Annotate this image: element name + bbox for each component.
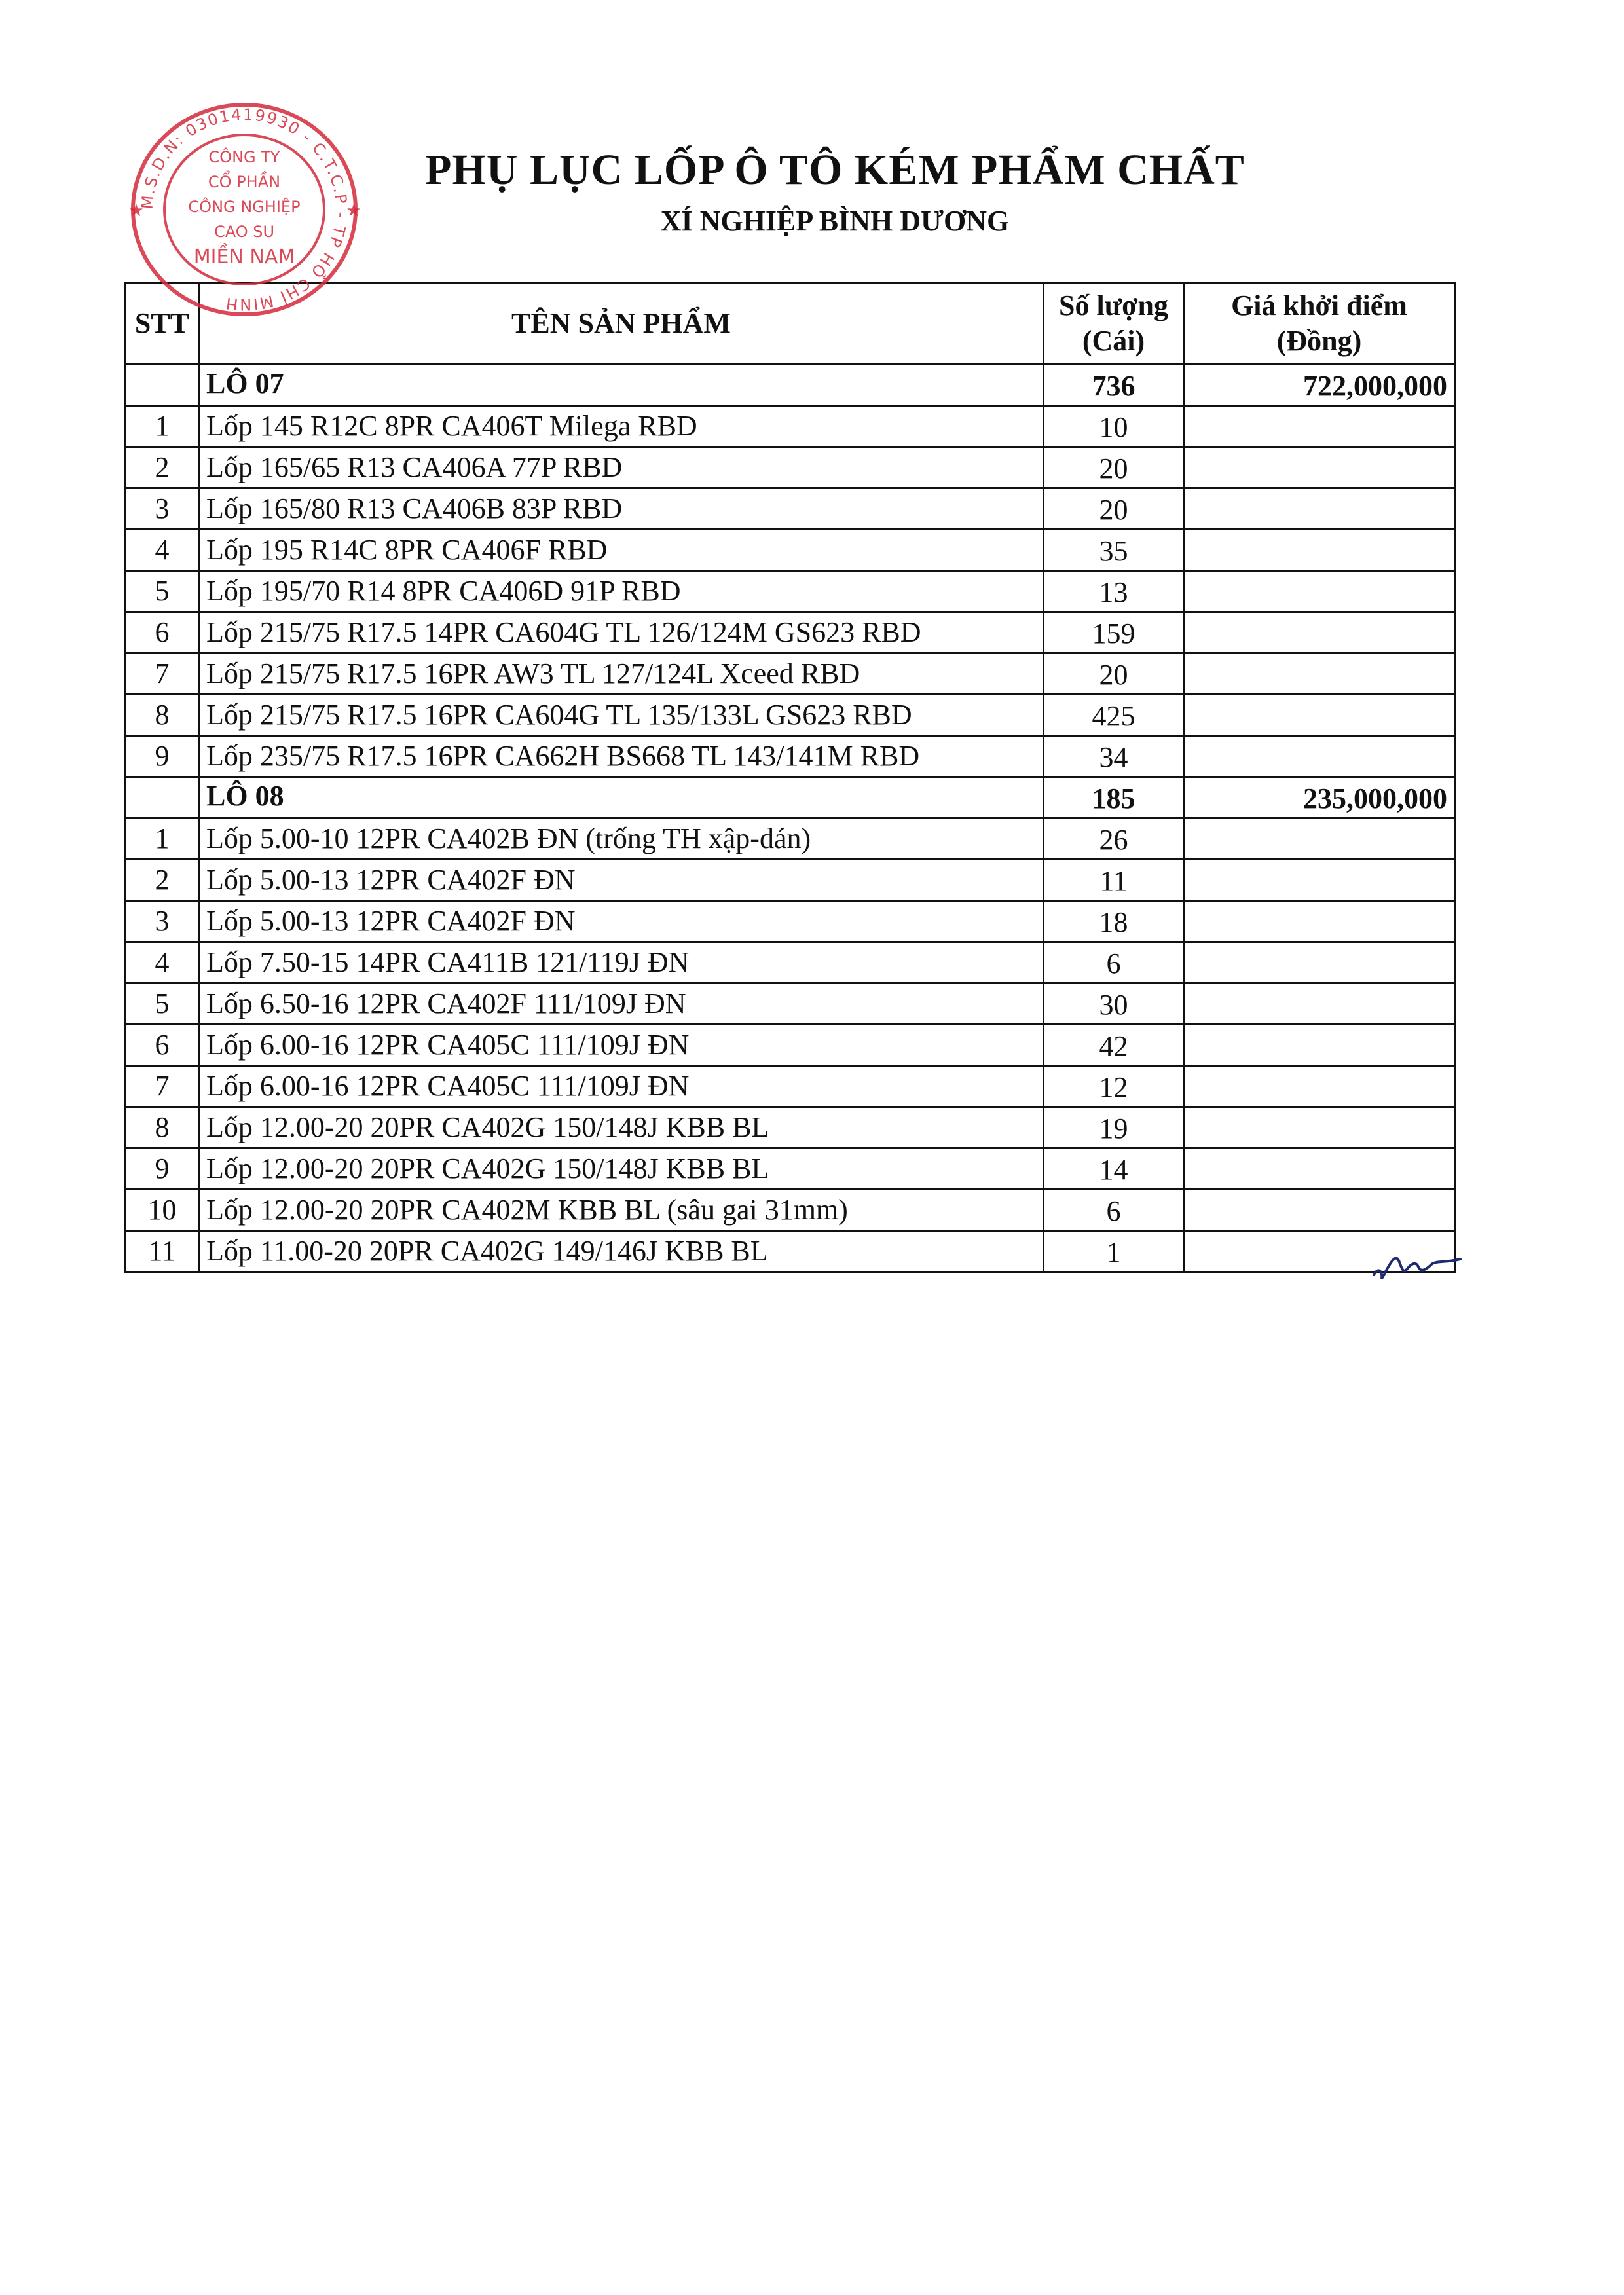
item-quantity: 18 xyxy=(1044,901,1184,942)
table-row xyxy=(126,1066,1455,1107)
item-product-name: Lốp 6.00-16 12PR CA405C 111/109J ĐN xyxy=(199,1025,1044,1066)
lot-row xyxy=(126,365,1455,406)
item-product-name: Lốp 5.00-13 12PR CA402F ĐN xyxy=(199,901,1044,942)
item-quantity: 6 xyxy=(1044,942,1184,983)
item-stt: 6 xyxy=(126,1025,199,1066)
item-quantity: 20 xyxy=(1044,488,1184,530)
table-row xyxy=(126,447,1455,488)
signature-mark xyxy=(1369,1241,1467,1287)
table-row xyxy=(126,942,1455,983)
item-stt: 2 xyxy=(126,860,199,901)
table-row xyxy=(126,818,1455,860)
seal-ring-text: M.S.D.N: 0301419930 - C.T.C.P - TP HỒ CHÍ MINH xyxy=(138,105,351,314)
item-stt: 10 xyxy=(126,1190,199,1231)
item-stt: 7 xyxy=(126,653,199,695)
seal-line-2: CỔ PHẦN xyxy=(208,173,281,191)
item-stt: 1 xyxy=(126,818,199,860)
table-row xyxy=(126,860,1455,901)
header-price xyxy=(1184,283,1455,365)
item-price-cell xyxy=(1184,901,1455,942)
item-product-name: Lốp 12.00-20 20PR CA402G 150/148J KBB BL xyxy=(199,1107,1044,1148)
item-price-cell xyxy=(1184,612,1455,653)
table-row xyxy=(126,1190,1455,1231)
product-table xyxy=(124,282,1456,1273)
lot-quantity: 185 xyxy=(1044,777,1184,818)
item-product-name: Lốp 12.00-20 20PR CA402M KBB BL (sâu gai 31mm) xyxy=(199,1190,1044,1231)
item-quantity: 20 xyxy=(1044,447,1184,488)
header-quantity-line2: (Cái) xyxy=(1082,325,1145,357)
item-quantity: 19 xyxy=(1044,1107,1184,1148)
item-stt: 8 xyxy=(126,1107,199,1148)
table-row xyxy=(126,1025,1455,1066)
item-product-name: Lốp 165/80 R13 CA406B 83P RBD xyxy=(199,488,1044,530)
lot-name: LÔ 07 xyxy=(199,365,1044,406)
item-stt: 2 xyxy=(126,447,199,488)
table-body xyxy=(126,365,1455,1272)
item-price-cell xyxy=(1184,695,1455,736)
lot-start-price: 722,000,000 xyxy=(1184,365,1455,406)
item-stt: 3 xyxy=(126,488,199,530)
item-quantity: 42 xyxy=(1044,1025,1184,1066)
table-row xyxy=(126,695,1455,736)
item-product-name: Lốp 215/75 R17.5 16PR CA604G TL 135/133L GS623 RBD xyxy=(199,695,1044,736)
item-quantity: 10 xyxy=(1044,406,1184,447)
item-quantity: 12 xyxy=(1044,1066,1184,1107)
company-seal xyxy=(117,85,398,347)
document-subtitle: XÍ NGHIỆP BÌNH DƯƠNG xyxy=(660,205,1010,237)
item-price-cell xyxy=(1184,653,1455,695)
item-stt: 9 xyxy=(126,1148,199,1190)
item-price-cell xyxy=(1184,736,1455,777)
table-row xyxy=(126,983,1455,1025)
header-price-line1: Giá khởi điểm xyxy=(1231,289,1407,321)
item-product-name: Lốp 5.00-10 12PR CA402B ĐN (trống TH xập-dán) xyxy=(199,818,1044,860)
item-price-cell xyxy=(1184,983,1455,1025)
item-price-cell xyxy=(1184,530,1455,571)
item-quantity: 14 xyxy=(1044,1148,1184,1190)
lot-name: LÔ 08 xyxy=(199,777,1044,818)
item-product-name: Lốp 5.00-13 12PR CA402F ĐN xyxy=(199,860,1044,901)
item-quantity: 30 xyxy=(1044,983,1184,1025)
item-price-cell xyxy=(1184,447,1455,488)
item-stt: 5 xyxy=(126,571,199,612)
item-price-cell xyxy=(1184,406,1455,447)
item-stt: 8 xyxy=(126,695,199,736)
item-price-cell xyxy=(1184,571,1455,612)
item-product-name: Lốp 195 R14C 8PR CA406F RBD xyxy=(199,530,1044,571)
seal-line-4: CAO SU xyxy=(213,223,275,241)
item-price-cell xyxy=(1184,1107,1455,1148)
table-row xyxy=(126,612,1455,653)
table-row xyxy=(126,571,1455,612)
lot-stt-cell xyxy=(126,365,199,406)
item-quantity: 20 xyxy=(1044,653,1184,695)
item-product-name: Lốp 215/75 R17.5 16PR AW3 TL 127/124L Xceed RBD xyxy=(199,653,1044,695)
item-stt: 3 xyxy=(126,901,199,942)
lot-quantity: 736 xyxy=(1044,365,1184,406)
item-product-name: Lốp 6.50-16 12PR CA402F 111/109J ĐN xyxy=(199,983,1044,1025)
item-product-name: Lốp 11.00-20 20PR CA402G 149/146J KBB BL xyxy=(199,1231,1044,1272)
table-row xyxy=(126,406,1455,447)
item-stt: 4 xyxy=(126,530,199,571)
header-quantity-line1: Số lượng xyxy=(1059,289,1168,321)
item-stt: 6 xyxy=(126,612,199,653)
table-row xyxy=(126,653,1455,695)
item-price-cell xyxy=(1184,818,1455,860)
item-product-name: Lốp 235/75 R17.5 16PR CA662H BS668 TL 143/141M RBD xyxy=(199,736,1044,777)
header-product-name: TÊN SẢN PHẨM xyxy=(199,283,1044,365)
item-product-name: Lốp 7.50-15 14PR CA411B 121/119J ĐN xyxy=(199,942,1044,983)
item-quantity: 11 xyxy=(1044,860,1184,901)
item-quantity: 13 xyxy=(1044,571,1184,612)
header-price-line2: (Đồng) xyxy=(1276,325,1362,357)
item-quantity: 159 xyxy=(1044,612,1184,653)
lot-stt-cell xyxy=(126,777,199,818)
item-product-name: Lốp 6.00-16 12PR CA405C 111/109J ĐN xyxy=(199,1066,1044,1107)
item-quantity: 6 xyxy=(1044,1190,1184,1231)
table-row xyxy=(126,1231,1455,1272)
table-row xyxy=(126,1148,1455,1190)
item-price-cell xyxy=(1184,488,1455,530)
item-quantity: 1 xyxy=(1044,1231,1184,1272)
item-quantity: 35 xyxy=(1044,530,1184,571)
seal-line-1: CÔNG TY xyxy=(208,148,280,166)
seal-line-5: MIỀN NAM xyxy=(193,246,295,268)
table-row xyxy=(126,530,1455,571)
item-price-cell xyxy=(1184,1025,1455,1066)
item-stt: 5 xyxy=(126,983,199,1025)
seal-line-3: CÔNG NGHIỆP xyxy=(188,198,301,216)
item-stt: 4 xyxy=(126,942,199,983)
item-product-name: Lốp 215/75 R17.5 14PR CA604G TL 126/124M GS623 RBD xyxy=(199,612,1044,653)
item-price-cell xyxy=(1184,1066,1455,1107)
item-product-name: Lốp 145 R12C 8PR CA406T Milega RBD xyxy=(199,406,1044,447)
item-product-name: Lốp 12.00-20 20PR CA402G 150/148J KBB BL xyxy=(199,1148,1044,1190)
item-price-cell xyxy=(1184,860,1455,901)
item-price-cell xyxy=(1184,1190,1455,1231)
item-product-name: Lốp 195/70 R14 8PR CA406D 91P RBD xyxy=(199,571,1044,612)
item-stt: 11 xyxy=(126,1231,199,1272)
seal-star-right-icon: ★ xyxy=(346,201,361,221)
item-stt: 1 xyxy=(126,406,199,447)
header-stt: STT xyxy=(126,283,199,365)
item-product-name: Lốp 165/65 R13 CA406A 77P RBD xyxy=(199,447,1044,488)
lot-row xyxy=(126,777,1455,818)
table-row xyxy=(126,1107,1455,1148)
table-row xyxy=(126,488,1455,530)
header-quantity xyxy=(1044,283,1184,365)
table-row xyxy=(126,736,1455,777)
item-stt: 7 xyxy=(126,1066,199,1107)
item-price-cell xyxy=(1184,1148,1455,1190)
item-quantity: 34 xyxy=(1044,736,1184,777)
document-title: PHỤ LỤC LỐP Ô TÔ KÉM PHẨM CHẤT xyxy=(425,146,1245,194)
lot-start-price: 235,000,000 xyxy=(1184,777,1455,818)
item-price-cell xyxy=(1184,942,1455,983)
item-stt: 9 xyxy=(126,736,199,777)
seal-star-left-icon: ★ xyxy=(128,201,144,221)
table-row xyxy=(126,901,1455,942)
item-quantity: 26 xyxy=(1044,818,1184,860)
item-quantity: 425 xyxy=(1044,695,1184,736)
